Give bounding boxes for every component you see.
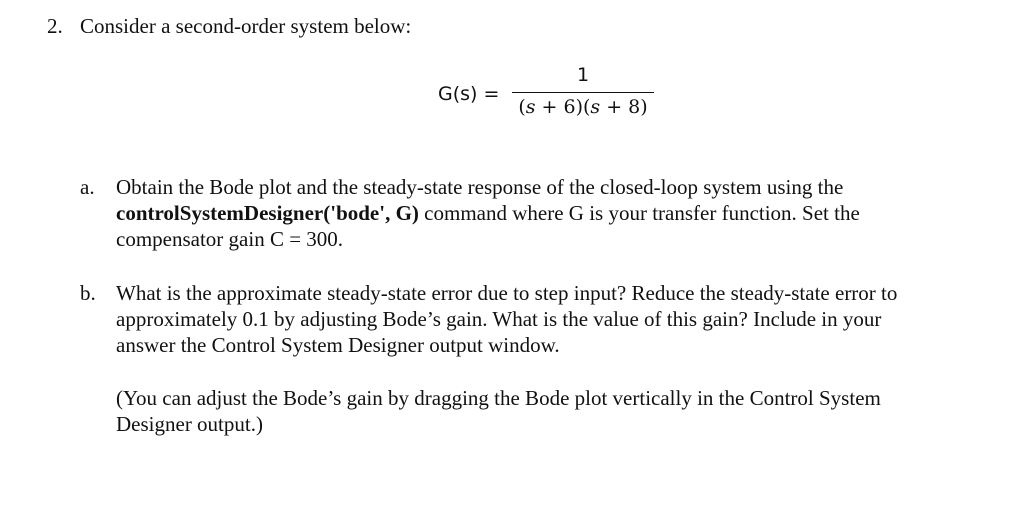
part-b-text bbox=[116, 280, 980, 358]
equation-lhs: G(s) = bbox=[438, 83, 500, 105]
question-intro: Consider a second-order system below: bbox=[80, 14, 412, 38]
part-a-line-3: compensator gain C = 300. bbox=[116, 227, 344, 251]
equation-fraction bbox=[510, 60, 656, 121]
transfer-function-equation bbox=[438, 60, 678, 130]
den-factor-2: + 8) bbox=[600, 96, 648, 118]
part-a-line-2-rest: command where G is your transfer function. Set the bbox=[418, 201, 860, 225]
den-factor-1: + 6)( bbox=[535, 96, 591, 118]
note-line-1: (You can adjust the Bode’s gain by dragging the Bode plot vertically in the Control System bbox=[116, 386, 881, 410]
part-b-line-2: approximately 0.1 by adjusting Bode’s gain. What is the value of this gain? Include in your bbox=[116, 307, 882, 331]
den-open-paren: ( bbox=[518, 96, 526, 118]
part-a-line-2 bbox=[116, 200, 980, 226]
note-line-2: Designer output.) bbox=[116, 412, 263, 436]
part-a-label: a. bbox=[80, 175, 95, 199]
question-heading bbox=[47, 12, 411, 40]
part-b-label: b. bbox=[80, 281, 96, 305]
part-b bbox=[80, 280, 980, 358]
den-variable-s-2: s bbox=[590, 96, 601, 118]
question-number: 2. bbox=[47, 14, 63, 38]
equation-numerator: 1 bbox=[576, 64, 590, 86]
den-variable-s-1: s bbox=[525, 96, 536, 118]
part-a bbox=[80, 174, 980, 252]
matlab-command: controlSystemDesigner('bode', G) bbox=[116, 201, 419, 225]
equation-denominator bbox=[510, 93, 656, 121]
part-a-text bbox=[116, 174, 980, 252]
part-b-note bbox=[116, 385, 996, 437]
part-a-line-1: Obtain the Bode plot and the steady-state response of the closed-loop system using the bbox=[116, 175, 844, 199]
part-b-line-1: What is the approximate steady-state error due to step input? Reduce the steady-state error to bbox=[116, 281, 898, 305]
part-b-line-3: answer the Control System Designer output window. bbox=[116, 333, 560, 357]
